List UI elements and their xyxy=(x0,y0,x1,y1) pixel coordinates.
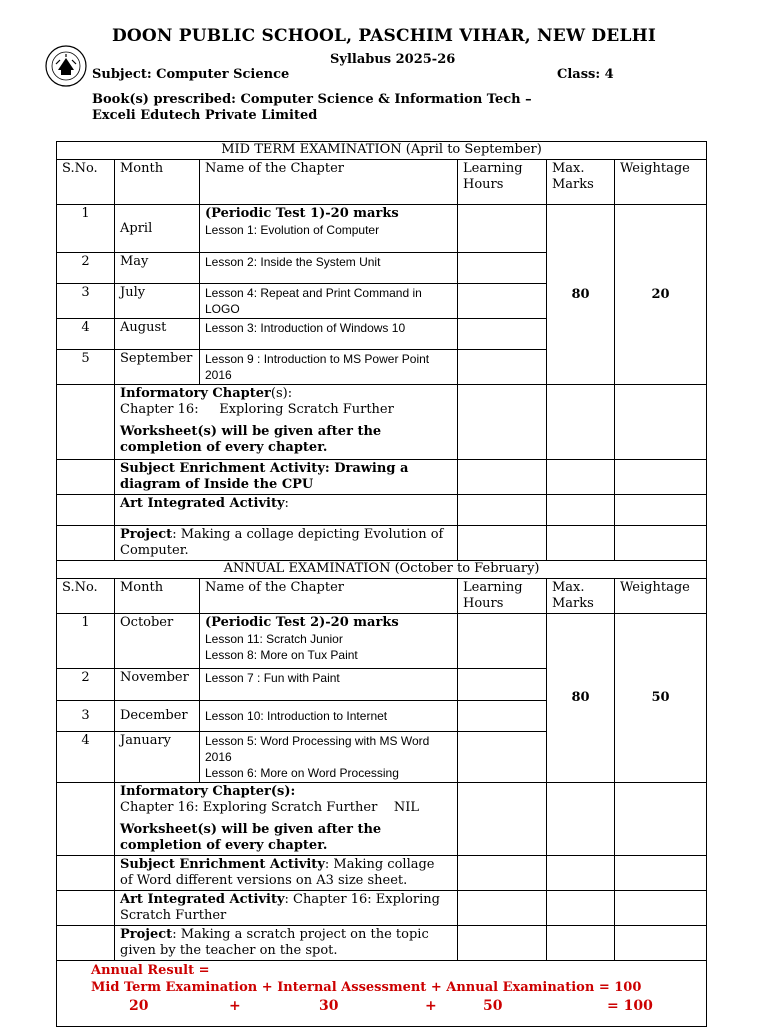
mid-term-enrichment-row: Subject Enrichment Activity: Drawing a diagram of Inside the CPU xyxy=(57,460,707,495)
annual-art-row: Art Integrated Activity: Chapter 16: Exploring Scratch Further xyxy=(57,891,707,926)
annual-informatory-row: Informatory Chapter(s): Chapter 16: Exploring Scratch Further NIL Worksheet(s) will be given after the completion of every chapter. xyxy=(57,783,707,856)
table-row: 5 September Lesson 9 : Introduction to MS Power Point 2016 xyxy=(57,350,707,385)
books-line-2: Exceli Edutech Private Limited xyxy=(92,108,318,123)
mid-term-title-row xyxy=(57,142,707,160)
annual-title-row xyxy=(57,561,707,579)
mid-term-weightage: 20 xyxy=(615,205,707,385)
chapter-cell: (Periodic Test 1)-20 marks Lesson 1: Evolution of Computer xyxy=(200,205,458,253)
syllabus-year: Syllabus 2025-26 xyxy=(330,52,456,67)
table-row: 1 October (Periodic Test 2)-20 marks Lesson 11: Scratch Junior Lesson 8: More on Tux Paint 80 50 xyxy=(57,614,707,669)
annual-title: ANNUAL EXAMINATION (October to February) xyxy=(57,561,707,579)
plus-sign: + xyxy=(425,998,437,1014)
mid-term-informatory-row xyxy=(57,385,707,460)
annual-project-row: Project: Making a scratch project on the topic given by the teacher on the spot. xyxy=(57,926,707,961)
col-chapter: Name of the Chapter xyxy=(200,160,458,205)
school-logo-icon xyxy=(44,44,88,88)
col-max-marks: Max. Marks xyxy=(547,160,615,205)
annual-enrichment-row: Subject Enrichment Activity: Making collage of Word different versions on A3 size sheet. xyxy=(57,856,707,891)
annual-result xyxy=(57,961,707,1027)
mid-term-max-marks: 80 xyxy=(547,205,615,385)
annual-value: 50 xyxy=(483,998,503,1014)
periodic-test-label: (Periodic Test 2)-20 marks xyxy=(205,615,399,630)
col-sno: S.No. xyxy=(57,160,115,205)
internal-assessment-value: 30 xyxy=(319,998,339,1014)
mid-term-title: MID TERM EXAMINATION (April to September) xyxy=(57,142,707,160)
total-value: = 100 xyxy=(607,998,653,1014)
annual-result-values xyxy=(57,996,706,1020)
annual-max-marks: 80 xyxy=(547,614,615,783)
mid-term-header-row xyxy=(57,160,707,205)
table-row: 1 April (Periodic Test 1)-20 marks Lesson 1: Evolution of Computer 80 20 xyxy=(57,205,707,253)
table-row: 2 May Lesson 2: Inside the System Unit xyxy=(57,253,707,284)
annual-result-label: Annual Result = xyxy=(91,963,210,978)
informatory-cell: Informatory Chapter(s): Chapter 16: Exploring Scratch Further Worksheet(s) will be given after the completion of every chapter. xyxy=(115,385,458,460)
periodic-test-label: (Periodic Test 1)-20 marks xyxy=(205,206,399,221)
table-row: 2 November Lesson 7 : Fun with Paint xyxy=(57,669,707,701)
annual-weightage: 50 xyxy=(615,614,707,783)
mid-term-project-row: Project: Making a collage depicting Evolution of Computer. xyxy=(57,526,707,561)
annual-result-row xyxy=(57,961,707,1027)
mid-term-value: 20 xyxy=(129,998,149,1014)
col-month: Month xyxy=(115,160,200,205)
annual-result-formula: Mid Term Examination + Internal Assessment + Annual Examination = 100 xyxy=(91,980,642,995)
school-name: DOON PUBLIC SCHOOL, PASCHIM VIHAR, NEW DELHI xyxy=(111,26,657,46)
col-weightage: Weightage xyxy=(615,160,707,205)
syllabus-table xyxy=(56,141,707,1027)
table-row: 4 August Lesson 3: Introduction of Windows 10 xyxy=(57,319,707,350)
table-row: 4 January Lesson 5: Word Processing with MS Word 2016 Lesson 6: More on Word Processing xyxy=(57,732,707,783)
subject-label: Subject: Computer Science xyxy=(92,67,290,82)
table-row: 3 December Lesson 10: Introduction to Internet xyxy=(57,701,707,732)
annual-header-row: S.No. Month Name of the Chapter Learning Hours Max. Marks Weightage xyxy=(57,579,707,614)
books-line-1: Book(s) prescribed: Computer Science & Information Tech – xyxy=(92,92,532,107)
books-prescribed xyxy=(92,92,532,124)
col-learning-hours: Learning Hours xyxy=(458,160,547,205)
plus-sign: + xyxy=(229,998,241,1014)
table-row: 3 July Lesson 4: Repeat and Print Command in LOGO xyxy=(57,284,707,319)
class-label: Class: 4 xyxy=(557,67,614,82)
mid-term-art-row: Art Integrated Activity: xyxy=(57,495,707,526)
